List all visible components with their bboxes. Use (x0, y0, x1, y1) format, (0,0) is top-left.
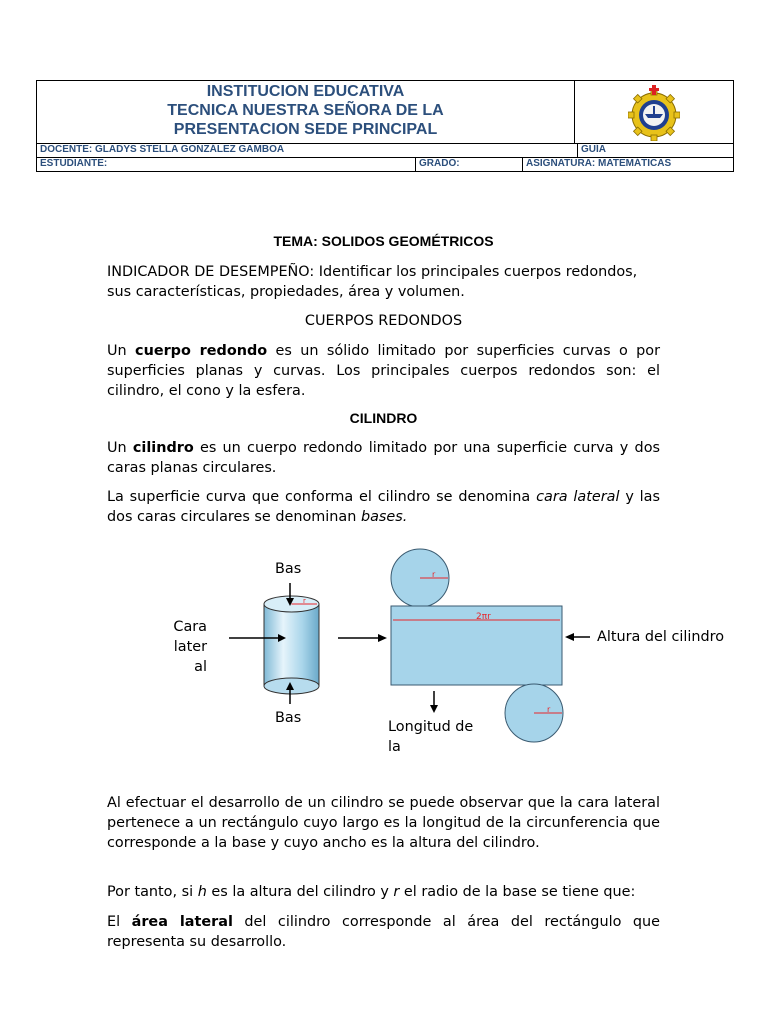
guia-cell: GUÍA (581, 144, 606, 155)
superficie-paragraph: La superficie curva que conforma el cilindro se denomina cara lateral y las dos caras circulares se denominan bases. (107, 489, 661, 525)
desarrollo-paragraph: Al efectuar el desarrollo de un cilindro se puede observar que la cara lateral pertenece a un rectángulo cuyo largo es la longitud de la circunferencia que corresponde a la base y cuyo ancho es la altura del cilindro. (107, 795, 660, 851)
por-tanto-paragraph: Por tanto, si h es la altura del cilindro y r el radio de la base se tiene que: (107, 884, 636, 900)
r-cylinder-label: r (303, 597, 306, 605)
altura-label: Altura del cilindro (597, 629, 725, 645)
base-bottom-label: Bas (275, 710, 302, 726)
title-line-2: TECNICA NUESTRA SEÑORA DE LA (167, 102, 444, 119)
estudiante-cell: ESTUDIANTE: (37, 158, 416, 171)
grado-cell: GRADO: (416, 158, 523, 171)
two-pi-r-label: 2πr (476, 612, 491, 622)
base-top-label: Bas (275, 561, 302, 577)
cilindro-paragraph: Un cilindro es un cuerpo redondo limitado por una superficie curva y dos caras planas circulares. (107, 440, 660, 476)
cuerpo-redondo-paragraph: Un cuerpo redondo es un sólido limitado por superficies curvas o por superficies planas y curvas. Los principales cuerpos redondos son: el cilindro, el cono y la esfera. (107, 343, 661, 399)
indicador-paragraph: INDICADOR DE DESEMPEÑO: Identificar los principales cuerpos redondos, sus características, propiedades, área y volumen. (107, 264, 638, 300)
cara-lateral-label: Cara later al (173, 619, 207, 675)
asignatura-cell: ASIGNATURA: MATEMÁTICAS (526, 158, 672, 169)
title-line-1: INSTITUCION EDUCATIVA (206, 83, 405, 100)
bottom-base-circle (505, 684, 563, 742)
longitud-label: Longitud de la (388, 719, 474, 755)
r-bottom-label: r (547, 705, 551, 714)
r-top-label: r (432, 570, 436, 579)
docente-cell: DOCENTE: GLADYS STELLA GONZÁLEZ GAMBOA (37, 144, 578, 157)
cilindro-heading: CILINDRO (349, 410, 418, 426)
cylinder-shape (264, 596, 319, 694)
cuerpos-heading: CUERPOS REDONDOS (304, 313, 463, 329)
tema-heading: TEMA: SOLIDOS GEOMÉTRICOS (273, 233, 494, 249)
area-lateral-paragraph: El área lateral del cilindro corresponde al área del rectángulo que representa su desarrollo. (107, 914, 661, 950)
top-base-circle (391, 549, 449, 607)
title-line-3: PRESENTACION SEDE PRINCIPAL (173, 121, 438, 138)
